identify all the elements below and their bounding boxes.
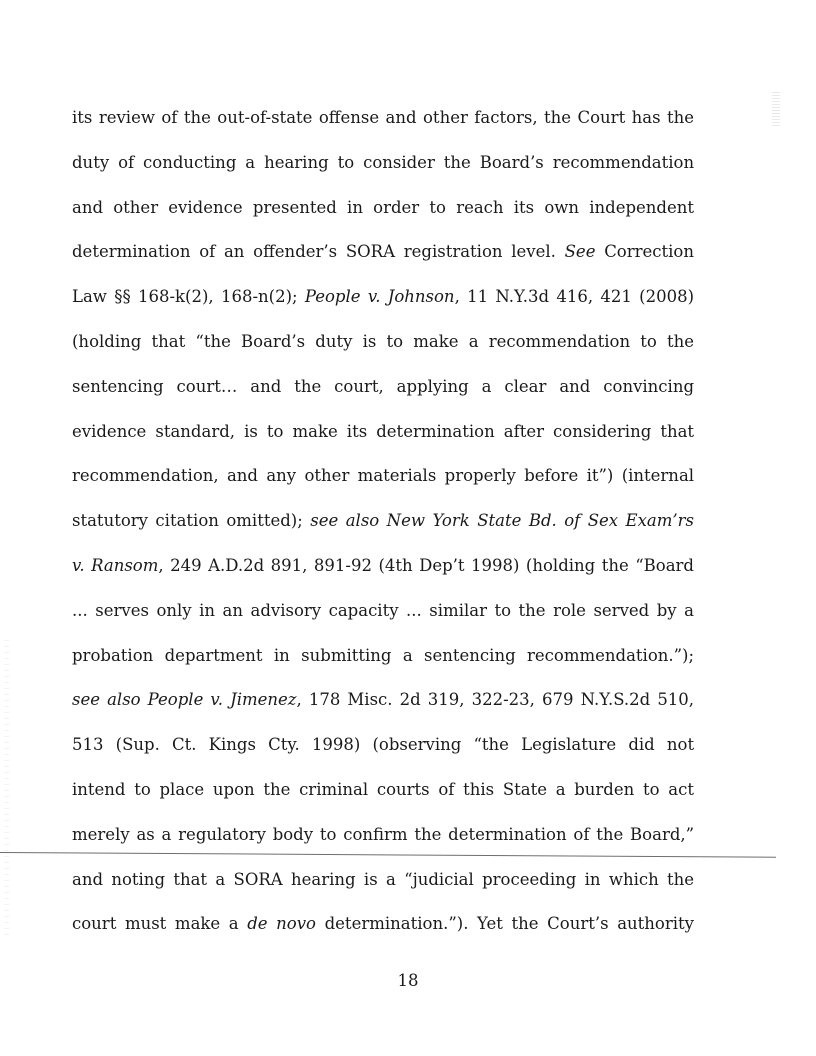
text-segment: make — [292, 421, 338, 441]
text-segment: properly — [444, 466, 516, 486]
text-segment: “judicial — [404, 869, 474, 889]
text-segment: the — [544, 108, 572, 127]
italic-citation-segment: v. — [72, 555, 85, 575]
text-segment: any — [266, 466, 297, 486]
text-segment: , — [296, 690, 302, 710]
text-segment: capacity — [328, 600, 399, 620]
text-segment: Board,” — [630, 824, 694, 844]
text-segment: to — [386, 331, 404, 351]
text-segment: offense — [318, 108, 380, 127]
text-segment: has — [631, 108, 661, 127]
text-segment: 510, — [657, 690, 694, 710]
text-line — [72, 236, 694, 281]
italic-citation-segment: Ransom — [91, 555, 159, 575]
text-segment: served — [593, 600, 650, 620]
italic-citation-segment: Bd. — [528, 511, 557, 531]
text-segment: court — [72, 914, 117, 934]
text-segment: the — [183, 108, 211, 127]
text-segment: before — [524, 466, 579, 486]
text-segment: a — [215, 869, 226, 889]
text-segment: to — [319, 824, 337, 844]
text-segment: (Sup. — [115, 735, 160, 755]
text-segment: SORA — [233, 869, 283, 889]
text-segment: 168-k(2), — [137, 287, 214, 307]
text-segment: criminal — [299, 779, 369, 799]
text-segment: of — [118, 152, 135, 172]
text-segment: 2d — [399, 690, 421, 710]
italic-citation-segment: see — [310, 511, 339, 531]
text-segment: by — [656, 600, 677, 620]
text-segment: this — [463, 779, 495, 799]
text-segment: the — [414, 824, 442, 844]
text-segment: after — [503, 421, 544, 441]
text-segment: is — [244, 421, 258, 441]
text-segment: Correction — [604, 242, 694, 262]
text-segment: Cty. — [268, 735, 300, 755]
text-segment: to — [337, 152, 355, 172]
text-segment: only — [156, 600, 192, 620]
text-segment: citation — [155, 511, 219, 531]
body-paragraph — [72, 102, 694, 953]
text-segment: act — [668, 779, 694, 799]
text-segment: Law — [72, 287, 107, 307]
text-line — [72, 684, 694, 729]
text-segment: is — [363, 869, 378, 889]
text-segment: ... — [406, 600, 422, 620]
text-segment: clear — [504, 376, 547, 396]
text-segment: the — [263, 779, 291, 799]
text-segment: noting — [111, 869, 166, 889]
text-segment: (holding — [525, 555, 596, 575]
text-segment: make — [174, 914, 221, 934]
text-segment: own — [544, 197, 580, 217]
text-segment: (2008) — [639, 287, 694, 307]
text-segment: that — [173, 869, 208, 889]
text-segment: the — [443, 152, 471, 172]
text-line — [72, 640, 694, 685]
text-line — [72, 505, 694, 550]
text-segment: of — [438, 779, 455, 799]
text-segment: recommendation, — [72, 466, 219, 486]
text-segment: court, — [334, 376, 384, 396]
text-segment: A.D.2d — [208, 555, 265, 575]
text-segment: a — [684, 600, 694, 620]
italic-citation-segment: also — [345, 511, 380, 531]
text-segment: to — [429, 197, 446, 217]
text-segment: make — [413, 331, 459, 351]
text-line — [72, 729, 694, 774]
text-segment: advisory — [250, 600, 322, 620]
text-segment: submitting — [301, 645, 392, 665]
text-segment: registration — [403, 242, 503, 262]
text-segment: serves — [95, 600, 149, 620]
text-segment: the — [511, 914, 539, 934]
text-segment: and — [72, 869, 104, 889]
text-segment: duty — [315, 331, 353, 351]
text-segment: 679 — [541, 690, 574, 710]
text-segment: the — [601, 555, 629, 575]
text-segment: offender’s — [253, 242, 338, 262]
text-segment: of — [161, 108, 178, 127]
text-segment: , — [454, 287, 460, 307]
text-segment: a — [228, 914, 239, 934]
text-segment: the — [294, 376, 322, 396]
text-segment: determination.”). — [324, 914, 469, 934]
text-segment: 178 — [308, 690, 341, 710]
italic-citation-segment: York — [432, 511, 470, 531]
text-segment: 322-23, — [471, 690, 535, 710]
italic-citation-segment: See — [564, 242, 596, 262]
text-segment: similar — [429, 600, 487, 620]
text-line — [72, 371, 694, 416]
text-segment: Misc. — [347, 690, 393, 710]
text-segment: in — [347, 197, 363, 217]
text-segment: applying — [396, 376, 469, 396]
text-segment: omitted); — [226, 511, 303, 531]
text-line — [72, 819, 694, 864]
text-segment: must — [124, 914, 167, 934]
scan-speckle-left — [4, 640, 9, 940]
text-segment: upon — [212, 779, 255, 799]
text-segment: 11 — [467, 287, 489, 307]
text-segment: the — [667, 331, 694, 351]
text-segment: and — [250, 376, 282, 396]
text-segment: statutory — [72, 511, 148, 531]
text-segment: 416, — [556, 287, 594, 307]
text-segment: and — [226, 466, 258, 486]
text-segment: evidence — [72, 421, 147, 441]
italic-citation-segment: New — [386, 511, 425, 531]
italic-citation-segment: v. — [210, 690, 224, 710]
text-segment: the — [667, 869, 694, 889]
text-segment: , — [158, 555, 164, 575]
text-segment: an — [222, 600, 243, 620]
italic-citation-segment: of — [564, 511, 581, 531]
text-segment: other — [423, 108, 468, 127]
text-segment: 421 — [600, 287, 632, 307]
text-line — [72, 326, 694, 371]
text-segment: Board’s — [241, 331, 306, 351]
text-segment: hearing — [291, 869, 356, 889]
text-segment: recommendation.”); — [527, 645, 694, 665]
text-segment: conducting — [143, 152, 237, 172]
text-segment: courts — [376, 779, 430, 799]
text-segment: sentencing — [424, 645, 516, 665]
text-segment: a — [385, 869, 396, 889]
text-segment: in — [584, 869, 601, 889]
text-segment: and — [385, 108, 417, 127]
scan-speckle — [772, 92, 780, 126]
text-segment: a — [555, 779, 566, 799]
italic-citation-segment: de — [247, 914, 268, 934]
italic-citation-segment: Exam’rs — [625, 511, 694, 531]
italic-citation-segment: People — [147, 690, 204, 710]
text-segment: to — [494, 600, 512, 620]
text-segment: 1998) — [311, 735, 361, 755]
text-segment: of — [199, 242, 216, 262]
text-segment: the — [518, 600, 546, 620]
text-segment: §§ — [114, 287, 131, 307]
text-segment: department — [164, 645, 263, 665]
italic-citation-segment: see — [72, 690, 100, 710]
text-segment: Dep’t — [419, 555, 465, 575]
text-segment: regulatory — [178, 824, 266, 844]
text-segment: as — [136, 824, 155, 844]
text-segment: SORA — [345, 242, 396, 262]
text-segment: to — [642, 779, 660, 799]
text-line — [72, 595, 694, 640]
text-segment: determination — [72, 242, 191, 262]
text-segment: other — [304, 466, 350, 486]
text-segment: its — [72, 108, 93, 127]
text-segment: in — [199, 600, 216, 620]
text-segment: ... — [72, 600, 88, 620]
text-segment: an — [223, 242, 245, 262]
text-segment: which — [608, 869, 659, 889]
text-segment: evidence — [168, 197, 243, 217]
text-line — [72, 908, 694, 953]
text-segment: “Board — [635, 555, 694, 575]
text-segment: burden — [574, 779, 635, 799]
text-segment: place — [159, 779, 205, 799]
italic-citation-segment: Jimenez — [230, 690, 297, 710]
text-segment: “the — [473, 735, 509, 755]
italic-citation-segment: Sex — [587, 511, 619, 531]
italic-citation-segment: novo — [276, 914, 316, 934]
italic-citation-segment: State — [477, 511, 522, 531]
text-segment: 891, — [270, 555, 308, 575]
text-segment: Yet — [477, 914, 503, 934]
text-segment: a — [481, 376, 492, 396]
text-segment: 168-n(2); — [220, 287, 298, 307]
text-segment: its — [346, 421, 368, 441]
text-segment: that — [660, 421, 694, 441]
text-segment: to — [134, 779, 151, 799]
text-segment: the — [667, 108, 694, 127]
text-segment: 513 — [72, 735, 104, 755]
text-segment: Ct. — [172, 735, 197, 755]
text-segment: court… — [176, 376, 238, 396]
text-segment: did — [628, 735, 655, 755]
text-segment: role — [553, 600, 586, 620]
text-segment: and — [559, 376, 591, 396]
text-segment: intend — [72, 779, 126, 799]
text-segment: Board’s — [479, 152, 544, 172]
text-segment: a — [245, 152, 256, 172]
text-segment: considering — [553, 421, 652, 441]
text-segment: factors, — [474, 108, 538, 127]
text-segment: 249 — [170, 555, 202, 575]
text-segment: and — [72, 197, 104, 217]
text-segment: sentencing — [72, 376, 164, 396]
text-segment: Legislature — [521, 735, 617, 755]
text-line — [72, 102, 694, 147]
text-segment: a — [402, 645, 413, 665]
text-line — [72, 550, 694, 595]
text-segment: merely — [72, 824, 130, 844]
text-segment: (internal — [621, 466, 694, 486]
text-segment: “the — [195, 331, 231, 351]
text-segment: authority — [617, 914, 694, 934]
text-segment: a — [161, 824, 172, 844]
italic-citation-segment: v. — [367, 287, 381, 307]
text-segment: reach — [456, 197, 504, 217]
text-segment: out-of-state — [217, 108, 313, 127]
text-segment: duty — [72, 152, 110, 172]
text-segment: convincing — [603, 376, 694, 396]
text-segment: its — [513, 197, 535, 217]
text-segment: 319, — [427, 690, 465, 710]
text-segment: it”) — [586, 466, 614, 486]
text-segment: to — [266, 421, 284, 441]
text-segment: order — [373, 197, 420, 217]
text-segment: 891-92 — [313, 555, 372, 575]
text-segment: 1998) — [471, 555, 520, 575]
text-segment: to — [640, 331, 657, 351]
italic-citation-segment: Johnson — [387, 287, 455, 307]
text-segment: review — [98, 108, 155, 127]
text-segment: N.Y.3d — [495, 287, 550, 307]
text-segment: (observing — [372, 735, 462, 755]
text-segment: in — [273, 645, 290, 665]
italic-citation-segment: also — [107, 690, 141, 710]
text-segment: a — [468, 331, 479, 351]
text-segment: State — [502, 779, 547, 799]
text-segment: recommendation — [552, 152, 694, 172]
page-number: 18 — [397, 971, 419, 990]
text-segment: Kings — [208, 735, 256, 755]
text-segment: consider — [363, 152, 435, 172]
text-segment: of — [573, 824, 590, 844]
text-segment: materials — [357, 466, 437, 486]
text-line — [72, 281, 694, 326]
text-segment: not — [666, 735, 694, 755]
text-segment: (holding — [72, 331, 142, 351]
text-segment: proceeding — [482, 869, 577, 889]
text-segment: is — [362, 331, 377, 351]
text-segment: independent — [589, 197, 694, 217]
text-segment: Court — [577, 108, 626, 127]
text-segment: N.Y.S.2d — [580, 690, 651, 710]
text-segment: presented — [252, 197, 337, 217]
text-line — [72, 460, 694, 505]
text-segment: other — [113, 197, 159, 217]
italic-citation-segment: People — [304, 287, 361, 307]
text-segment: recommendation — [488, 331, 631, 351]
text-segment: the — [596, 824, 624, 844]
text-segment: level. — [511, 242, 556, 262]
text-line — [72, 192, 694, 237]
text-line — [72, 864, 694, 909]
text-line — [72, 147, 694, 192]
text-line — [72, 416, 694, 461]
text-segment: that — [151, 331, 186, 351]
text-segment: body — [272, 824, 314, 844]
text-segment: hearing — [264, 152, 329, 172]
text-segment: probation — [72, 645, 154, 665]
text-segment: standard, — [155, 421, 236, 441]
text-segment: confirm — [343, 824, 408, 844]
text-line — [72, 774, 694, 819]
text-segment: determination — [448, 824, 567, 844]
text-segment: (4th — [378, 555, 413, 575]
text-segment: Court’s — [547, 914, 609, 934]
text-segment: determination — [376, 421, 495, 441]
